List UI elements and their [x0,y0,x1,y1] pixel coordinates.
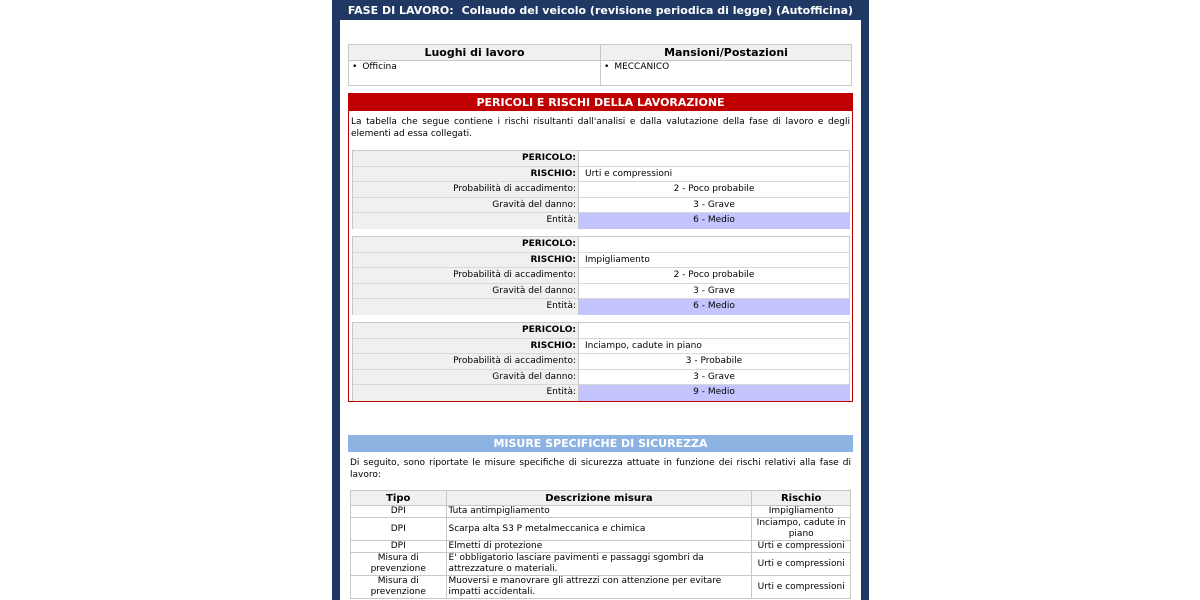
probabilita-value: 2 - Poco probabile [673,184,755,194]
table-row [351,506,851,518]
document-frame [332,0,869,600]
col-header-rischio: Rischio [752,491,851,506]
pericolo-value [579,323,849,338]
entita-value: 9 - Medio [579,385,849,401]
table-row [351,518,851,541]
probabilita-label: Probabilità di accadimento: [353,182,579,197]
rischio-value: Urti e compressioni [585,168,673,179]
pericolo-label: PERICOLO: [353,151,579,166]
tipo-cell: Misura di prevenzione [351,553,447,576]
mansioni-header: Mansioni/Postazioni [601,45,851,61]
misure-intro: Di seguito, sono riportate le misure specifiche di sicurezza attuate in funzione dei rischi relativi alla fase di lavoro: [350,458,851,480]
rischio-label: RISCHIO: [353,253,579,268]
rischio-label: RISCHIO: [353,167,579,182]
rischio-value: Impigliamento [585,254,650,265]
gravita-value: 3 - Grave [693,371,735,382]
misure-table [350,490,851,599]
misure-header: MISURE SPECIFICHE DI SICUREZZA [348,435,853,452]
tipo-cell: DPI [351,518,447,541]
probabilita-value: 2 - Poco probabile [673,270,755,280]
document-page [340,20,861,600]
tipo-cell: Misura di prevenzione [351,576,447,599]
pericolo-label: PERICOLO: [353,237,579,252]
pericoli-header: PERICOLI E RISCHI DELLA LAVORAZIONE [349,94,852,111]
bullet-icon: • [604,62,610,72]
rischio-cell: Impigliamento [752,506,851,518]
table-row [351,553,851,576]
mansioni-item: • MECCANICO [604,62,670,72]
entita-value: 6 - Medio [579,299,849,315]
luoghi-header: Luoghi di lavoro [349,45,600,61]
risk-block [352,322,850,401]
descrizione-cell: Tuta antimpigliamento [446,506,752,518]
table-row [351,576,851,599]
luoghi-mansioni-table [348,44,852,86]
entita-label: Entità: [353,385,579,401]
col-header-descrizione: Descrizione misura [446,491,752,506]
tipo-cell: DPI [351,506,447,518]
probabilita-label: Probabilità di accadimento: [353,268,579,283]
gravita-label: Gravità del danno: [353,198,579,213]
pericoli-intro: La tabella che segue contiene i rischi risultanti dall'analisi e dalla valutazione della fase di lavoro e degli elementi ad essa collegati. [351,117,850,139]
descrizione-cell: Elmetti di protezione [446,541,752,553]
gravita-label: Gravità del danno: [353,370,579,385]
rischio-cell: Inciampo, cadute in piano [752,518,851,541]
rischio-cell: Urti e compressioni [752,576,851,599]
gravita-value: 3 - Grave [693,199,735,210]
bullet-icon: • [352,62,358,72]
risk-block [352,236,850,315]
pericoli-section [348,93,853,402]
col-header-tipo: Tipo [351,491,447,506]
descrizione-cell: Scarpa alta S3 P metalmeccanica e chimica [446,518,752,541]
gravita-label: Gravità del danno: [353,284,579,299]
phase-label: FASE DI LAVORO: [347,3,454,17]
mansioni-column [601,45,851,85]
gravita-value: 3 - Grave [693,285,735,296]
entita-label: Entità: [353,213,579,229]
rischio-cell: Urti e compressioni [752,541,851,553]
luoghi-item: • Officina [352,62,397,72]
tipo-cell: DPI [351,541,447,553]
rischio-value: Inciampo, cadute in piano [585,340,702,351]
pericolo-label: PERICOLO: [353,323,579,338]
probabilita-value: 3 - Probabile [685,356,743,366]
rischio-cell: Urti e compressioni [752,553,851,576]
pericolo-value [579,237,849,252]
phase-title [332,0,869,20]
risk-block [352,150,850,229]
rischio-label: RISCHIO: [353,339,579,354]
descrizione-cell: Muoversi e manovrare gli attrezzi con attenzione per evitare impatti accidentali. [446,576,752,599]
entita-label: Entità: [353,299,579,315]
pericolo-value [579,151,849,166]
entita-value: 6 - Medio [579,213,849,229]
misure-table-header [351,491,851,506]
descrizione-cell: E' obbligatorio lasciare pavimenti e passaggi sgombri da attrezzature o materiali. [446,553,752,576]
misure-section [348,435,853,600]
table-row [351,541,851,553]
probabilita-label: Probabilità di accadimento: [353,354,579,369]
luoghi-column [349,45,601,85]
phase-value: Collaudo del veicolo (revisione periodica di legge) (Autofficina) [461,3,854,17]
